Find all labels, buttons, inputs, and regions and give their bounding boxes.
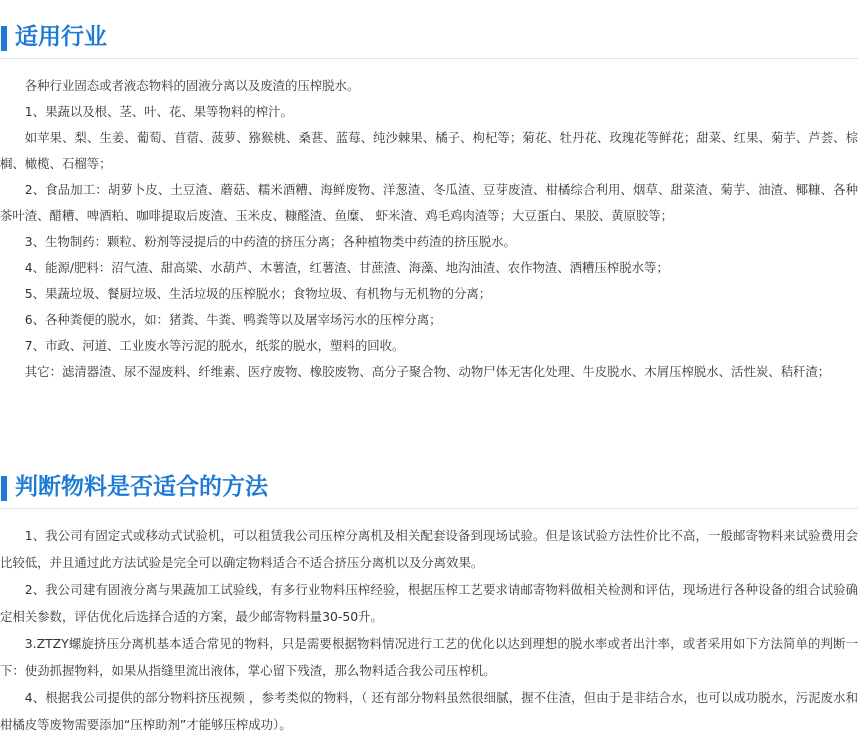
section-header-industries bbox=[0, 16, 858, 59]
paragraph: 3、生物制药：颗粒、粉剂等浸提后的中药渣的挤压分离；各种植物类中药渣的挤压脱水。 bbox=[24, 234, 516, 249]
paragraph: 2、我公司建有固液分离与果蔬加工试验线，有多行业物料压榨经验，根据压榨工艺要求请邮寄物料做相关检测和评估，现场进行各种设备的组合试验确定相关参数，评估优化后选择合适的方案，最少邮寄物料量30-50升。 bbox=[0, 582, 858, 624]
paragraph: 1、我公司有固定式或移动式试验机，可以租赁我公司压榨分离机及相关配套设备到现场试验。但是该试验方法性价比不高，一般邮寄物料来试验费用会比较低，并且通过此方法试验是完全可以确定物料适合不适合挤压分离机以及分离效果。 bbox=[0, 528, 858, 570]
paragraph: 3.ZTZY螺旋挤压分离机基本适合常见的物料，只是需要根据物料情况进行工艺的优化以达到理想的脱水率或者出汁率，或者采用如下方法简单的判断一下：使劲抓握物料，如果从指缝里流出液体，掌心留下残渣，那么物料适合我公司压榨机。 bbox=[0, 636, 858, 678]
paragraph: 2、食品加工：胡萝卜皮、土豆渣、蘑菇、糯米酒糟、海鲜废物、洋葱渣、冬瓜渣、豆芽废渣、柑橘综合利用、烟草、甜菜渣、菊芋、油渣、椰糠、各种茶叶渣、醋糟、啤酒粕、咖啡提取后废渣、玉米皮、糠醛渣、鱼糜、 虾米渣、鸡毛鸡肉渣等；大豆蛋白、果胶、黄原胶等； bbox=[0, 182, 858, 223]
paragraph: 6、各种粪便的脱水，如：猪粪、牛粪、鸭粪等以及屠宰场污水的压榨分离； bbox=[24, 312, 442, 327]
paragraph: 5、果蔬垃圾、餐厨垃圾、生活垃圾的压榨脱水；食物垃圾、有机物与无机物的分离； bbox=[24, 286, 492, 301]
section-title: 适用行业 bbox=[15, 24, 107, 50]
section-title: 判断物料是否适合的方法 bbox=[15, 474, 268, 500]
paragraph: 7、市政、河道、工业废水等污泥的脱水，纸浆的脱水，塑料的回收。 bbox=[24, 338, 405, 353]
paragraph: 如苹果、梨、生姜、葡萄、苜蓿、菠萝、猕猴桃、桑葚、蓝莓、纯沙棘果、橘子、枸杞等；菊花、牡丹花、玫瑰花等鲜花；甜菜、红果、菊芋、芦荟、棕榈、橄榄、石榴等； bbox=[0, 130, 858, 171]
paragraph: 其它：滤清器渣、尿不湿废料、纤维素、医疗废物、橡胶废物、高分子聚合物、动物尸体无害化处理、牛皮脱水、木屑压榨脱水、活性炭、秸秆渣； bbox=[24, 364, 831, 379]
paragraph: 1、果蔬以及根、茎、叶、花、果等物料的榨汁。 bbox=[24, 104, 293, 119]
paragraph: 4、根据我公司提供的部分物料挤压视频 ，参考类似的物料，（ 还有部分物料虽然很细腻，握不住渣，但由于是非结合水，也可以成功脱水，污泥废水和柑橘皮等废物需要添加“压榨助剂”才能够压榨成功）。 bbox=[0, 690, 858, 732]
header-accent-bar bbox=[1, 476, 7, 501]
section-body-industries bbox=[0, 73, 858, 385]
section-header-method bbox=[0, 466, 858, 509]
header-accent-bar bbox=[1, 26, 7, 51]
section-body-method bbox=[0, 522, 858, 738]
paragraph: 4、能源/肥料：沼气渣、甜高粱、水葫芦、木薯渣，红薯渣、甘蔗渣、海藻、地沟油渣、农作物渣、酒糟压榨脱水等； bbox=[24, 260, 669, 275]
paragraph: 各种行业固态或者液态物料的固液分离以及废渣的压榨脱水。 bbox=[24, 78, 360, 93]
